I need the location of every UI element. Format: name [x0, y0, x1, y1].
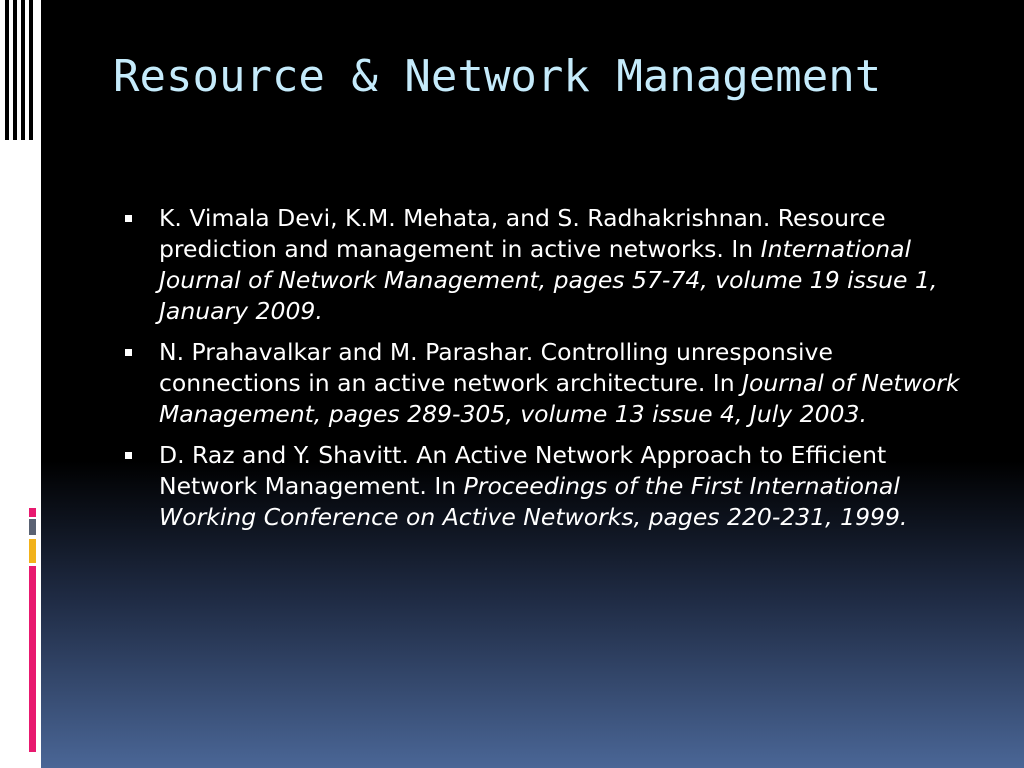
gold-accent-bar [29, 539, 36, 563]
reference-item [120, 440, 970, 533]
reference-venue: International Journal of Network Management, pages 57-74, volume 19 issue 1, January 2009. [159, 235, 938, 325]
pink-accent-bar [29, 508, 36, 517]
reference-list [120, 203, 970, 543]
grid-line [29, 0, 33, 140]
square-bullet-icon [125, 215, 132, 222]
gray-accent-bar [29, 519, 36, 535]
reference-item [120, 337, 970, 430]
reference-venue: Proceedings of the First International Working Conference on Active Networks, pages 220-231, 1999. [159, 472, 908, 531]
slide-title: Resource & Network Management [113, 51, 882, 102]
reference-authors-title: D. Raz and Y. Shavitt. An Active Network Approach to Efficient Network Management. In [159, 441, 887, 500]
decorative-side-strip [0, 0, 41, 768]
reference-venue: Journal of Network Management, pages 289-305, volume 13 issue 4, July 2003. [159, 369, 960, 428]
reference-authors-title: N. Prahavalkar and M. Parashar. Controlling unresponsive connections in an active network architecture. In [159, 338, 833, 397]
decorative-line-grid [0, 0, 41, 140]
grid-line [5, 0, 9, 140]
square-bullet-icon [125, 349, 132, 356]
reference-authors-title: K. Vimala Devi, K.M. Mehata, and S. Radhakrishnan. Resource prediction and management in active networks. In [159, 204, 886, 263]
square-bullet-icon [125, 452, 132, 459]
pink-accent-bar [29, 566, 36, 752]
grid-line [13, 0, 17, 140]
grid-line [21, 0, 25, 140]
reference-item [120, 203, 970, 327]
